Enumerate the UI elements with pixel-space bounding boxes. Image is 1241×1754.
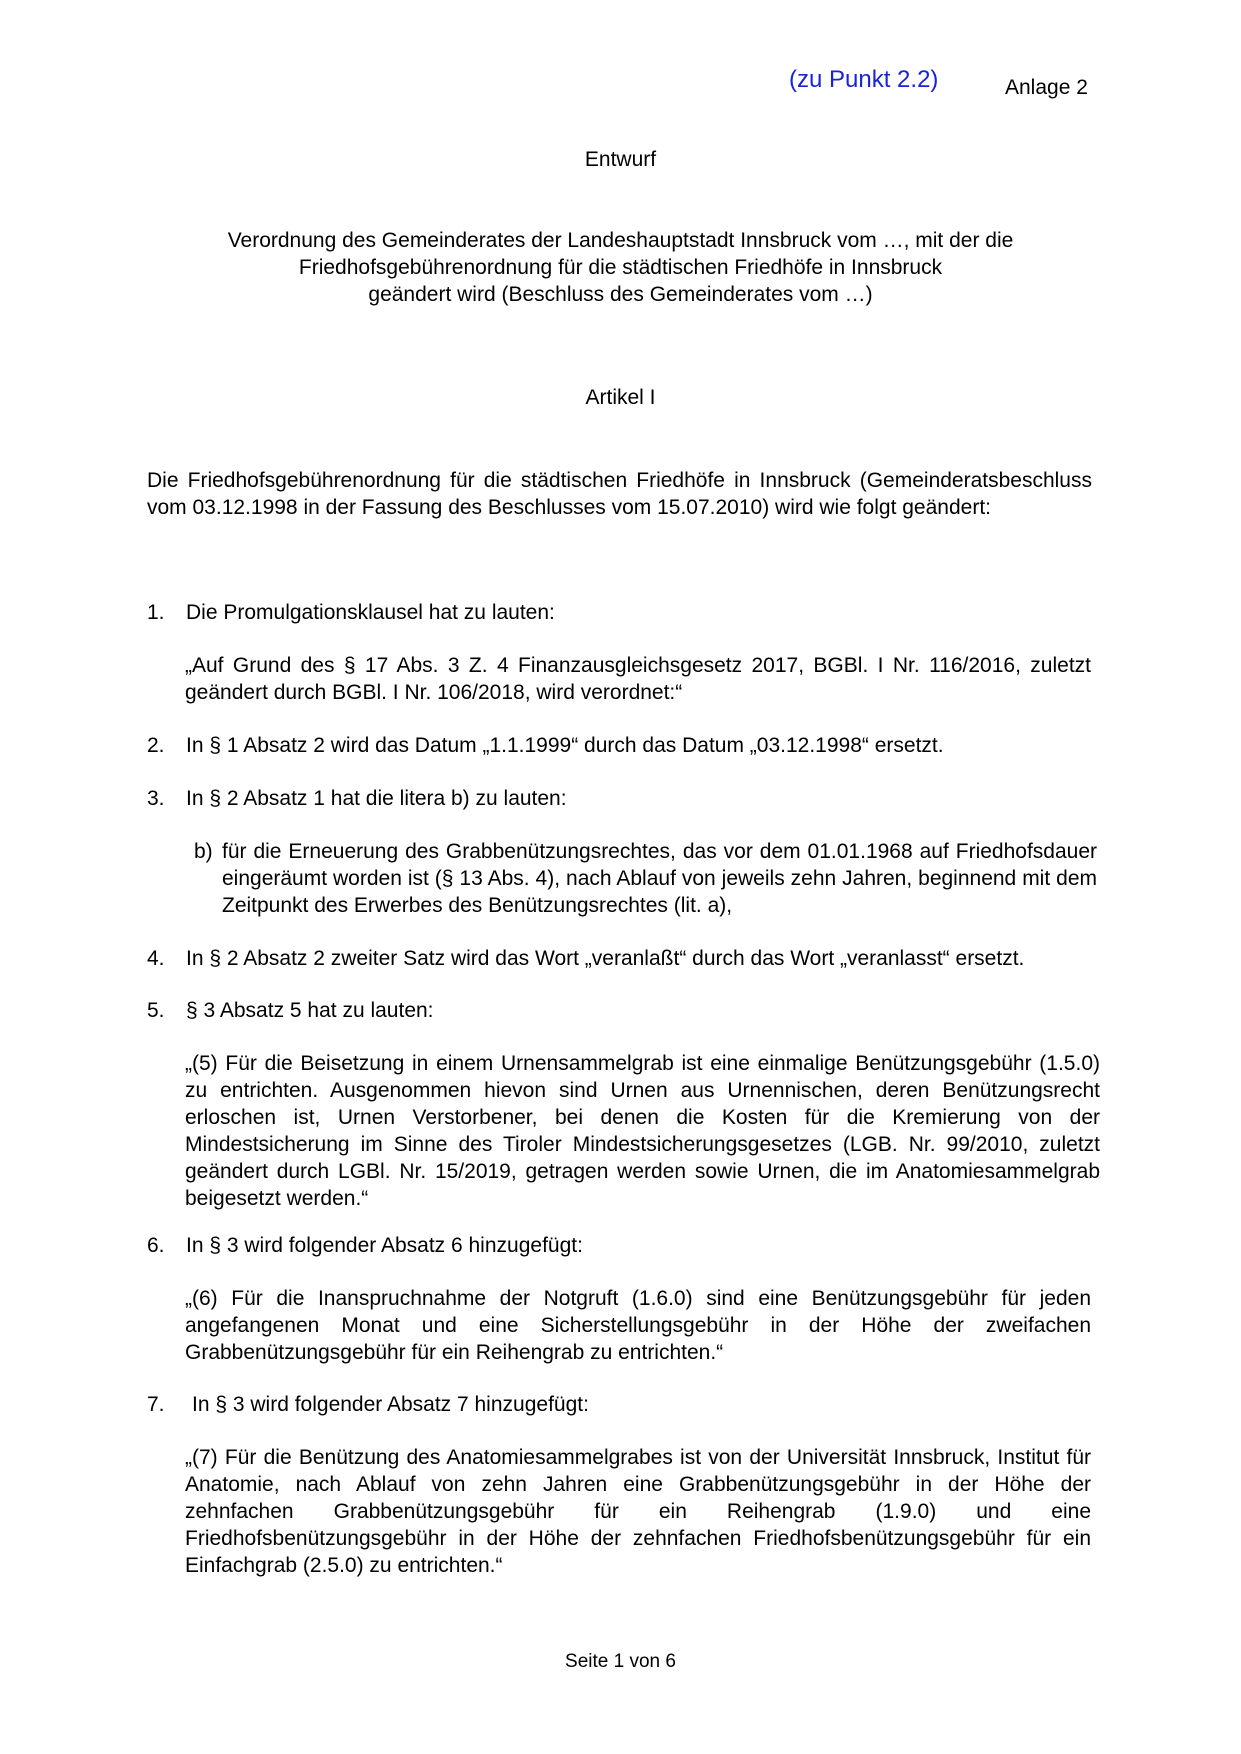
item-number: 4.	[147, 947, 165, 970]
title-line-2: Friedhofsgebührenordnung für die städtischen Friedhöfe in Innsbruck	[298, 256, 943, 279]
litera-text: für die Erneuerung des Grabbenützungsrechtes, das vor dem 01.01.1968 auf Friedhofsdauer eingeräumt worden ist (§ 13 Abs. 4), nach Ablauf von jeweils zehn Jahren, beginnend mit dem Zeitpunkt des Erwerbes des Benützungsrechtes (lit. a),	[222, 840, 1097, 917]
item-number: 7.	[147, 1393, 165, 1416]
title-line-3: geändert wird (Beschluss des Gemeinderates vom …)	[368, 283, 873, 306]
item-quote: „(5) Für die Beisetzung in einem Urnensammelgrab ist eine einmalige Benützungsgebühr (1.5.0) zu entrichten. Ausgenommen hievon sind Urnen aus Urnennischen, deren Benützungsrecht erloschen ist, Urnen Verstorbener, bei denen die Kosten für die Kremierung von der Mindestsicherung im Sinne des Tiroler Mindestsicherungsgesetzes (LGB. Nr. 99/2010, zuletzt geändert durch LGBl. Nr. 15/2019, getragen werden sowie Urnen, die im Anatomiesammelgrab beigesetzt werden.“	[185, 1052, 1100, 1210]
item-text: In § 2 Absatz 2 zweiter Satz wird das Wort „veranlaßt“ durch das Wort „veranlasst“ ersetzt.	[186, 947, 1025, 970]
item-number: 5.	[147, 999, 165, 1022]
item-text: § 3 Absatz 5 hat zu lauten:	[186, 999, 434, 1022]
item-quote: „(7) Für die Benützung des Anatomiesammelgrabes ist von der Universität Innsbruck, Institut für Anatomie, nach Ablauf von zehn Jahren eine Grabbenützungsgebühr in der Höhe der zehnfachen Grabbenützungsgebühr für ein Reihengrab (1.9.0) und eine Friedhofsbenützungsgebühr in der Höhe der zehnfachen Friedhofsbenützungsgebühr für ein Einfachgrab (2.5.0) zu entrichten.“	[185, 1446, 1091, 1577]
annex-label: Anlage 2	[1005, 76, 1088, 99]
page-footer: Seite 1 von 6	[565, 1651, 676, 1672]
item-quote: „(6) Für die Inanspruchnahme der Notgruft (1.6.0) sind eine Benützungsgebühr für jeden angefangenen Monat und eine Sicherstellungsgebühr in der Höhe der zweifachen Grabbenützungsgebühr für ein Reihengrab zu entrichten.“	[185, 1287, 1091, 1364]
item-text: Die Promulgationsklausel hat zu lauten:	[186, 601, 555, 624]
item-number: 6.	[147, 1234, 165, 1257]
item-number: 3.	[147, 787, 165, 810]
item-number: 1.	[147, 601, 165, 624]
item-text: In § 3 wird folgender Absatz 6 hinzugefügt:	[186, 1234, 583, 1257]
intro-paragraph: Die Friedhofsgebührenordnung für die städtischen Friedhöfe in Innsbruck (Gemeinderatsbeschluss vom 03.12.1998 in der Fassung des Beschlusses vom 15.07.2010) wird wie folgt geändert:	[147, 469, 1092, 519]
reference-note: (zu Punkt 2.2)	[789, 66, 939, 93]
item-text: In § 2 Absatz 1 hat die litera b) zu lauten:	[186, 787, 567, 810]
item-quote: „Auf Grund des § 17 Abs. 3 Z. 4 Finanzausgleichsgesetz 2017, BGBl. I Nr. 116/2016, zuletzt geändert durch BGBl. I Nr. 106/2018, wird verordnet:“	[185, 654, 1091, 704]
title-line-1: Verordnung des Gemeinderates der Landeshauptstadt Innsbruck vom …, mit der die	[227, 229, 1014, 252]
document-title	[0, 227, 1241, 308]
draft-label: Entwurf	[584, 148, 657, 171]
article-heading: Artikel I	[585, 386, 656, 409]
item-text: In § 1 Absatz 2 wird das Datum „1.1.1999“ durch das Datum „03.12.1998“ ersetzt.	[186, 734, 944, 757]
item-text: In § 3 wird folgender Absatz 7 hinzugefügt:	[192, 1393, 589, 1416]
litera-tag: b)	[194, 840, 213, 863]
item-number: 2.	[147, 734, 165, 757]
